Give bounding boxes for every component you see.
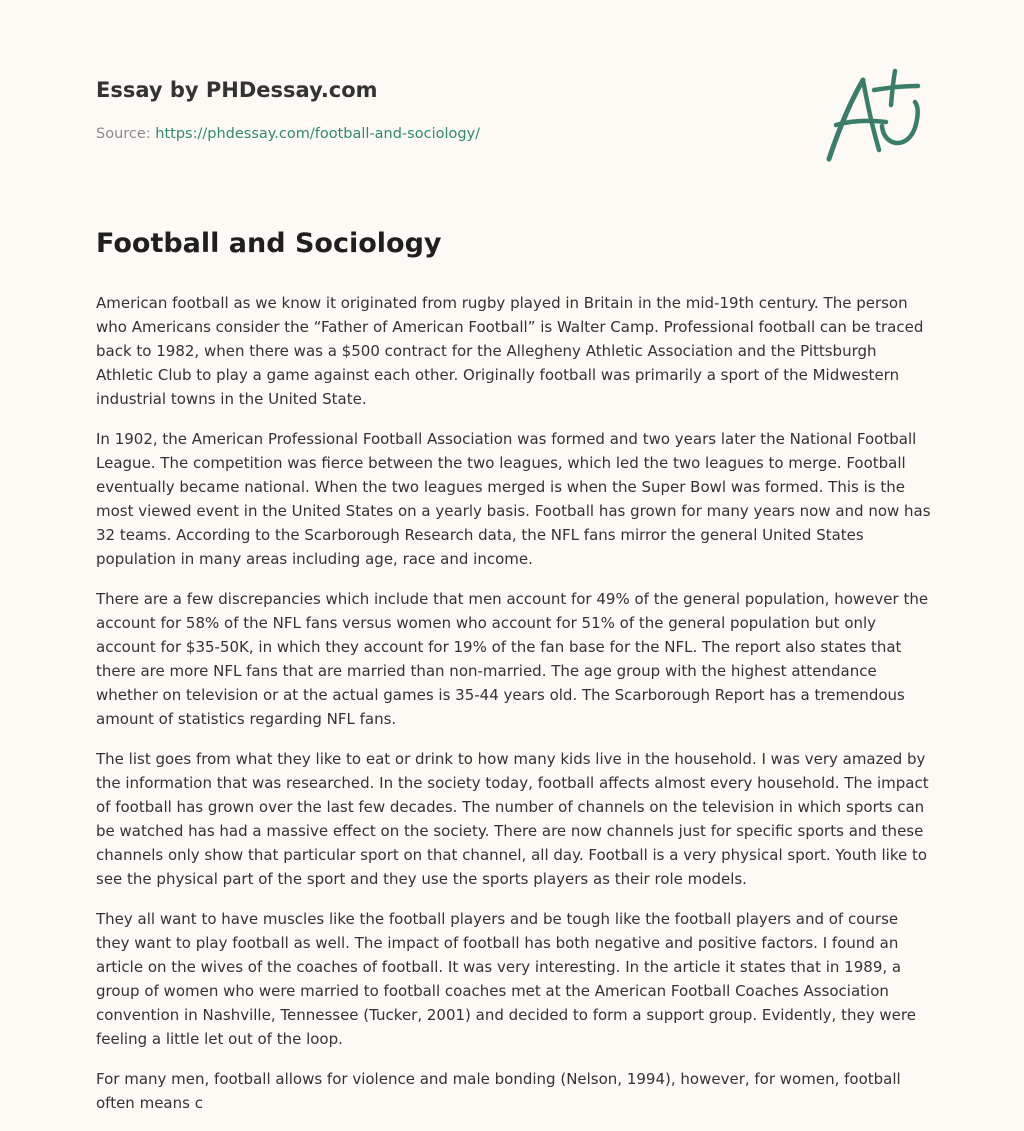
- essay-title: Football and Sociology: [96, 228, 442, 259]
- essay-content: [96, 224, 932, 1131]
- essay-paragraph: In 1902, the American Professional Football Association was formed and two years later the National Football League. The competition was fierce between the two leagues, which led the two leagues to merge. Football eventually became national. When the two leagues merged is when the Super Bowl was formed. This is the most viewed event in the United States on a yearly basis. Football has grown for many years now and now has 32 teams. According to the Scarborough Research data, the NFL fans mirror the general United States population in many areas including age, race and income.: [96, 430, 931, 568]
- source-line: [96, 124, 656, 144]
- essay-paragraph: They all want to have muscles like the football players and be tough like the football players and of course they want to play football as well. The impact of football has both negative and positive factors. I found an article on the wives of the coaches of football. It was very interesting. In the article it states that in 1989, a group of women who were married to football coaches met at the American Football Coaches Association convention in Nashville, Tennessee (Tucker, 2001) and decided to form a support group. Evidently, they were feeling a little let out of the loop.: [96, 910, 916, 1048]
- essay-paragraph: The list goes from what they like to eat or drink to how many kids live in the household. I was very amazed by the information that was researched. In the society today, football affects almost every household. The impact of football has grown over the last few decades. The number of channels on the television in which sports can be watched has had a massive effect on the society. There are now channels just for specific sports and these channels only show that particular sport on that channel, all day. Football is a very physical sport. Youth like to see the physical part of the sport and they use the sports players as their role models.: [96, 750, 929, 888]
- essay-paragraph: There are a few discrepancies which include that men account for 49% of the general population, however the account for 58% of the NFL fans versus women who account for 51% of the general population but only account for $35-50K, in which they account for 19% of the fan base for the NFL. The report also states that there are more NFL fans that are married than non-married. The age group with the highest attendance whether on television or at the actual games is 35-44 years old. The Scarborough Report has a tremendous amount of statistics regarding NFL fans.: [96, 590, 929, 728]
- essay-paragraph: For many men, football allows for violence and male bonding (Nelson, 1994), however, for women, football often means c: [96, 1070, 901, 1112]
- site-title: Essay by PHDessay.com: [96, 78, 378, 102]
- a-plus-grade-icon: [822, 68, 926, 166]
- source-label: Source:: [96, 126, 151, 142]
- page-header: [96, 76, 656, 144]
- essay-paragraph: American football as we know it originated from rugby played in Britain in the mid-19th century. The person who Americans consider the “Father of American Football” is Walter Camp. Professional football can be traced back to 1982, when there was a $500 contract for the Allegheny Athletic Association and the Pittsburgh Athletic Club to play a game against each other. Originally football was primarily a sport of the Midwestern industrial towns in the United State.: [96, 294, 924, 408]
- source-link[interactable]: https://phdessay.com/football-and-sociology/: [155, 126, 481, 142]
